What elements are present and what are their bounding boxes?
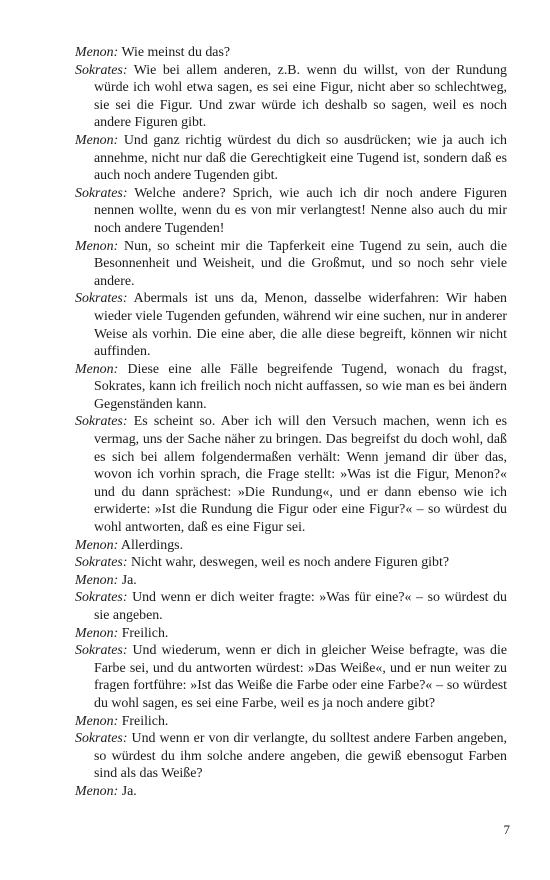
speaker-name: Sokrates: [75,731,128,747]
utterance: Freilich. [121,713,169,729]
speaker-name: Menon: [75,783,119,799]
utterance: Und wiederum, wenn er dich in gleicher Weise befragte, was die Farbe sei, und du antworten würdest: »Das Weiße«, und er nun weiter zu fragen fortführe: »Ist das Weiße die Farbe oder eine Farbe?« – so würdest du wohl sagen, es sei eine Farbe, weil es ja noch andere gibt? [94,643,507,711]
utterance: Diese eine alle Fälle begreifende Tugend, wonach du fragst, Sokrates, kann ich freilich noch nicht auffassen, so wie man es bei ändern Gegenständen kann. [94,361,507,412]
utterance: Ja. [121,783,137,799]
utterance: Welche andere? Sprich, wie auch ich dir noch andere Figuren nennen wollte, wenn du es von mir verlangtest! Nenne also auch du mir noch andere Tugenden! [94,185,507,236]
dialogue-line [75,132,507,185]
speaker-name: Menon: [75,45,119,60]
speaker-name: Sokrates: [75,555,128,571]
speaker-name: Sokrates: [75,185,128,201]
dialogue-line [75,713,507,731]
dialogue-line [75,572,507,590]
speaker-name: Menon: [75,361,119,377]
utterance: Freilich. [121,625,169,641]
utterance: Ja. [121,572,137,588]
dialogue-line [75,361,507,414]
utterance: Allerdings. [120,537,184,553]
speaker-name: Menon: [75,238,119,254]
utterance: Und ganz richtig würdest du dich so ausdrücken; wie ja auch ich annehme, nicht nur daß die Gerechtigkeit eine Tugend ist, sondern daß es auch noch andere Tugenden gibt. [94,132,507,184]
utterance: Wie meinst du das? [121,45,231,60]
speaker-name: Sokrates: [75,590,128,606]
utterance: Nun, so scheint mir die Tapferkeit eine Tugend zu sein, auch die Besonnenheit und Weisheit, und die Großmut, und so noch sehr viele andere. [94,238,507,289]
dialogue-line [75,290,507,360]
utterance: Abermals ist uns da, Menon, dasselbe widerfahren: Wir haben wieder viele Tugenden gefunden, während wir eine suchen, nur in anderer Weise als vorhin. Die eine aber, die alle diese begreift, können wir nicht auffinden. [94,291,507,360]
dialogue-line [75,554,507,572]
dialogue-line [75,730,507,783]
dialogue-line [75,783,507,801]
dialogue-line [75,589,507,624]
dialogue-line [75,44,507,62]
page-number: 7 [503,822,510,837]
utterance: Es scheint so. Aber ich will den Versuch machen, wenn ich es vermag, uns der Sache näher zu bringen. Das begreifst du doch wohl, daß es sich bei allem folgendermaßen verhält: Wenn jemand dir über das, wovon ich vorhin sprach, die Frage stellt: »Was ist die Figur, Menon?« und du dann sprächest: »Die Rundung«, und er dann ebenso wie ich erwiderte: »Ist die Rundung die Figur oder eine Figur?« – so würdest du wohl antworten, daß es eine Figur sei. [94,414,507,536]
speaker-name: Menon: [75,537,119,553]
speaker-name: Menon: [75,625,119,641]
dialogue-line [75,642,507,712]
speaker-name: Sokrates: [75,414,128,430]
speaker-name: Sokrates: [75,643,128,659]
utterance: Nicht wahr, deswegen, weil es noch andere Figuren gibt? [130,555,450,571]
speaker-name: Sokrates: [75,291,128,307]
dialogue-line [75,185,507,238]
speaker-name: Sokrates: [75,62,128,78]
utterance: Und wenn er dich weiter fragte: »Was für eine?« – so würdest du sie angeben. [94,590,507,623]
dialogue-line [75,413,507,536]
speaker-name: Menon: [75,572,119,588]
dialogue-line [75,537,507,555]
dialogue-line [75,62,507,132]
page-body [75,44,507,801]
speaker-name: Menon: [75,132,119,148]
speaker-name: Menon: [75,713,119,729]
utterance: Und wenn er von dir verlangte, du solltest andere Farben angeben, so würdest du ihm solche andere angeben, die gewiß ebensogut Farben sind als das Weiße? [94,731,507,782]
utterance: Wie bei allem anderen, z.B. wenn du willst, von der Rundung würde ich wohl etwa sagen, es sei eine Figur, nicht aber so schlechtweg, sie sei die Figur. Und zwar würde ich deshalb so sagen, weil es noch andere Figuren gibt. [94,62,507,131]
dialogue-line [75,625,507,643]
dialogue-line [75,238,507,291]
